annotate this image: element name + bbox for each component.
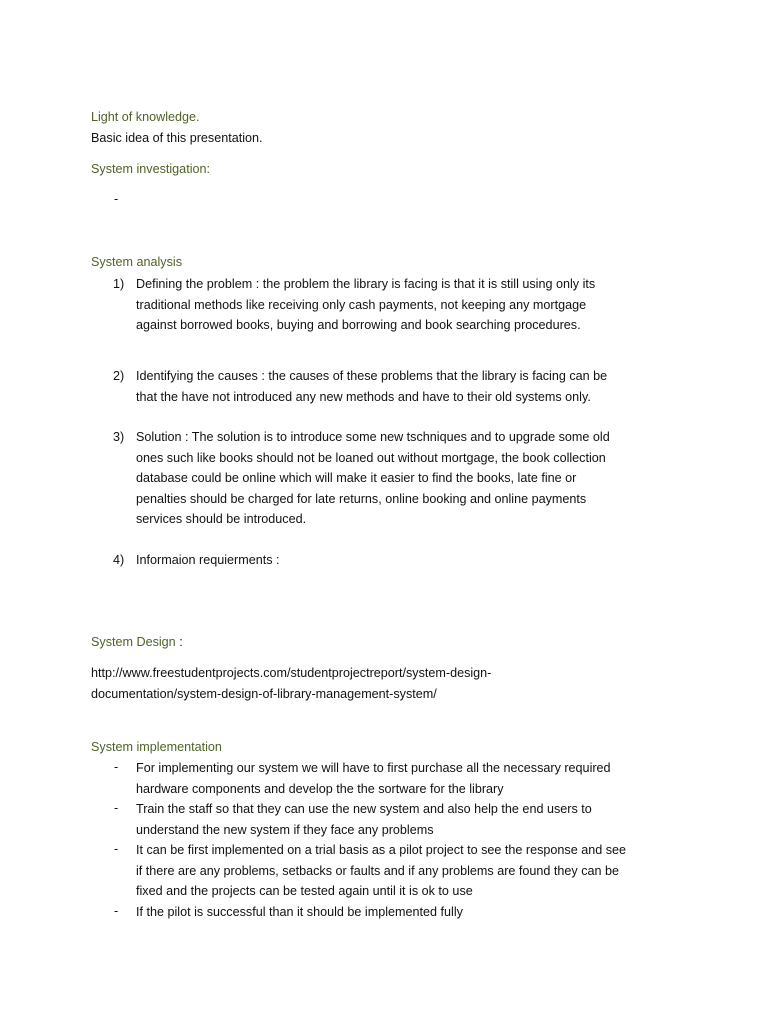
implementation-item-2 <box>136 799 592 840</box>
implementation-item-1 <box>136 758 611 799</box>
investigation-bullet: - <box>114 192 119 206</box>
analysis-item-line: Solution : The solution is to introduce some new tschniques and to upgrade some old <box>136 430 610 444</box>
heading-system-investigation: System investigation: <box>91 162 210 176</box>
intro-text: Basic idea of this presentation. <box>91 131 263 145</box>
heading-system-analysis: System analysis <box>91 255 182 269</box>
implementation-item-3 <box>136 840 626 902</box>
analysis-item-line: Defining the problem : the problem the library is facing is that it is still using only its <box>136 277 596 291</box>
heading-system-design <box>91 635 183 649</box>
analysis-item-3 <box>136 427 610 530</box>
system-design-heading-text: System Design <box>91 635 176 649</box>
analysis-item-line: database could be online which will make it easier to find the books, late fine or <box>136 471 577 485</box>
analysis-item-line: penalties should be charged for late returns, online booking and online payments <box>136 491 587 506</box>
implementation-item-line: understand the new system if they face any problems <box>136 822 434 837</box>
analysis-item-number: 4) <box>113 553 125 567</box>
implementation-item-4 <box>136 902 463 923</box>
system-design-colon: : <box>175 635 183 649</box>
analysis-item-number: 3) <box>113 430 125 444</box>
heading-system-implementation: System implementation <box>91 740 222 754</box>
analysis-item-1 <box>136 274 595 336</box>
implementation-item-line: if there are any problems, setbacks or faults and if any problems are found they can be <box>136 863 620 878</box>
implementation-bullet: - <box>114 904 119 918</box>
implementation-item-line: It can be first implemented on a trial basis as a pilot project to see the response and see <box>136 843 627 857</box>
document-title: Light of knowledge. <box>91 110 200 124</box>
implementation-item-line: Train the staff so that they can use the new system and also help the end users to <box>136 802 592 816</box>
implementation-bullet: - <box>114 760 119 774</box>
system-design-link-line[interactable]: http://www.freestudentprojects.com/studentprojectreport/system-design- <box>91 666 492 680</box>
analysis-item-line: Informaion requierments : <box>136 553 280 567</box>
system-design-link-line[interactable]: documentation/system-design-of-library-management-system/ <box>91 686 437 701</box>
implementation-bullet: - <box>114 842 119 856</box>
analysis-item-line: that the have not introduced any new methods and have to their old systems only. <box>136 389 591 404</box>
analysis-item-line: Identifying the causes : the causes of these problems that the library is facing can be <box>136 369 608 383</box>
analysis-item-number: 2) <box>113 369 125 383</box>
analysis-item-4 <box>136 550 280 571</box>
analysis-item-line: ones such like books should not be loaned out without mortgage, the book collection <box>136 450 606 465</box>
implementation-item-line: hardware components and develop the the sortware for the library <box>136 781 504 796</box>
implementation-bullet: - <box>114 801 119 815</box>
analysis-item-line: services should be introduced. <box>136 512 307 526</box>
system-design-link[interactable] <box>91 663 491 704</box>
implementation-item-line: fixed and the projects can be tested again until it is ok to use <box>136 884 473 898</box>
analysis-item-line: traditional methods like receiving only cash payments, not keeping any mortgage <box>136 297 587 312</box>
analysis-item-number: 1) <box>113 277 125 291</box>
implementation-item-line: For implementing our system we will have to first purchase all the necessary required <box>136 761 611 775</box>
analysis-item-line: against borrowed books, buying and borrowing and book searching procedures. <box>136 318 581 332</box>
implementation-item-line: If the pilot is successful than it should be implemented fully <box>136 905 463 919</box>
analysis-item-2 <box>136 366 607 407</box>
